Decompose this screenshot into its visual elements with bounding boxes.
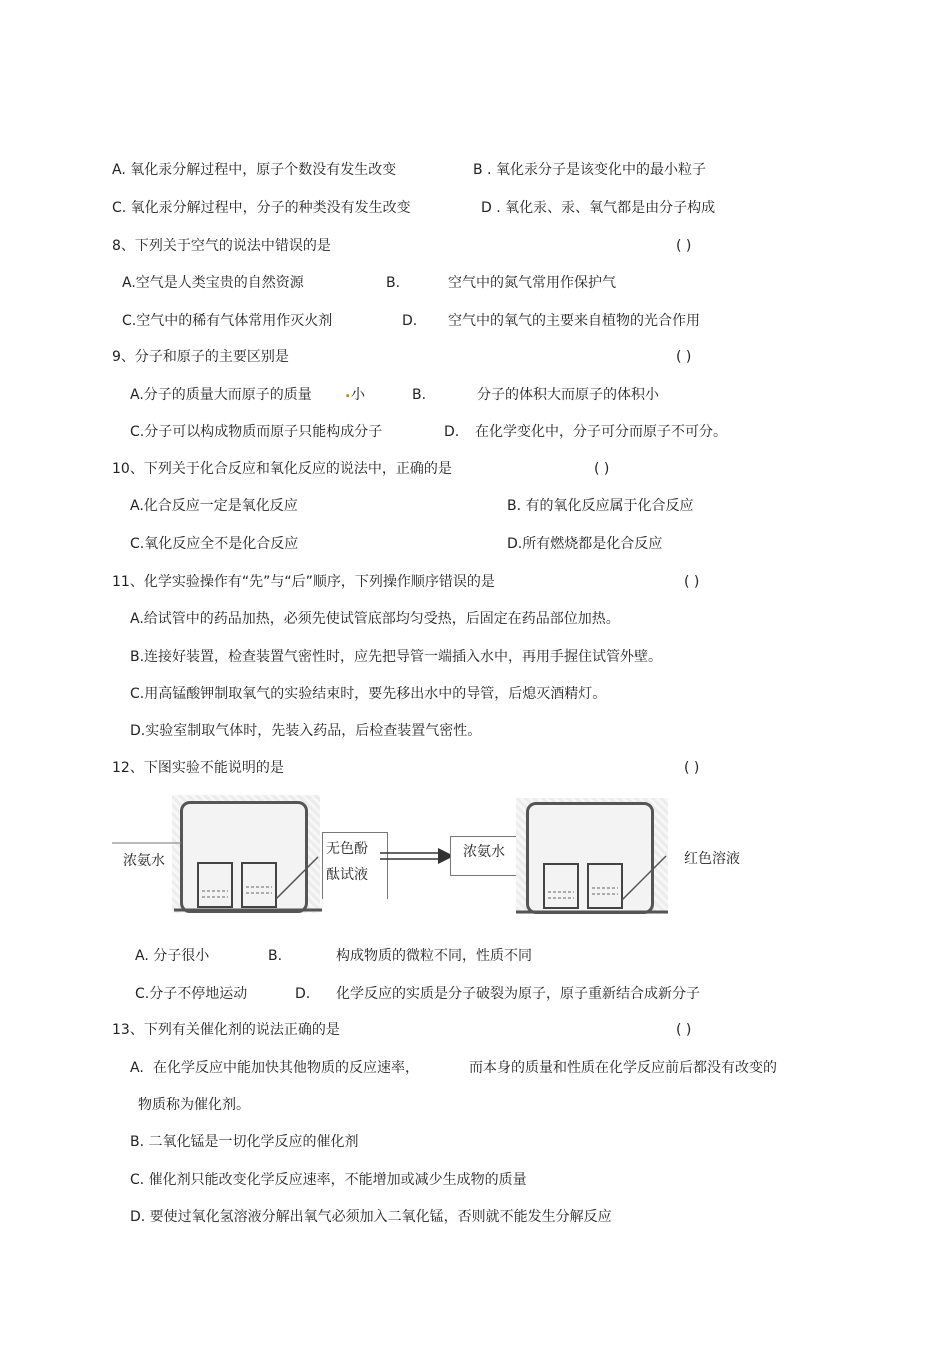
q7-option-c: C. 氧化汞分解过程中，分子的种类没有发生改变 <box>112 200 411 216</box>
q12-option-d-label: D. <box>295 986 311 1002</box>
q13-option-d: D. 要使过氧化氢溶液分解出氧气必须加入二氧化锰，否则就不能发生分解反应 <box>130 1209 612 1225</box>
q9-stem: 9、分子和原子的主要区别是 <box>112 349 289 365</box>
q13-stem: 13、下列有关催化剂的说法正确的是 <box>112 1022 340 1038</box>
q8-option-a: A.空气是人类宝贵的自然资源 <box>122 275 304 291</box>
q10-option-a: A.化合反应一定是氧化反应 <box>130 498 298 514</box>
figure-left-apparatus <box>112 795 322 917</box>
q12-option-a: A. 分子很小 <box>135 948 210 964</box>
q13-option-a-text2: 而本身的质量和性质在化学反应前后都没有改变的 <box>469 1060 777 1076</box>
q7-option-d: D . 氧化汞、汞、氧气都是由分子构成 <box>481 200 716 216</box>
q9-option-a-tail: 小 <box>351 387 365 403</box>
q9-option-d-text: 在化学变化中，分子可分而原子不可分。 <box>475 424 727 440</box>
q11-option-d: D.实验室制取气体时，先装入药品，后检查装置气密性。 <box>130 723 482 739</box>
q11-option-a: A.给试管中的药品加热，必须先使试管底部均匀受热，后固定在药品部位加热。 <box>130 611 620 627</box>
q8-answer-paren: ( ) <box>676 238 692 254</box>
q8-option-b-label: B. <box>386 275 401 291</box>
q13-option-a-label: A. <box>130 1060 144 1076</box>
q10-option-d: D.所有燃烧都是化合反应 <box>507 536 663 552</box>
q13-option-b: B. 二氧化锰是一切化学反应的催化剂 <box>130 1134 359 1150</box>
figure-left-label-ammonia: 浓氨水 <box>123 853 165 869</box>
q9-answer-paren: ( ) <box>676 349 692 365</box>
q11-option-c: C.用高锰酸钾制取氧气的实验结束时，要先移出水中的导管，后熄灭酒精灯。 <box>130 686 607 702</box>
q7-option-a: A. 氧化汞分解过程中，原子个数没有发生改变 <box>112 162 397 178</box>
q9-option-c: C.分子可以构成物质而原子只能构成分子 <box>130 424 383 440</box>
q12-option-c: C.分子不停地运动 <box>135 986 248 1002</box>
q9-option-a: A.分子的质量大而原子的质量 <box>130 387 312 403</box>
q13-option-a-text1: 在化学反应中能加快其他物质的反应速率， <box>153 1060 419 1076</box>
figure-arrow-icon <box>378 846 456 866</box>
q13-answer-paren: ( ) <box>676 1022 692 1038</box>
q9-option-a-dot: . <box>345 385 351 401</box>
q9-option-b-text: 分子的体积大而原子的体积小 <box>477 387 659 403</box>
q12-stem: 12、下图实验不能说明的是 <box>112 760 284 776</box>
q8-option-d-text: 空气中的氧气的主要来自植物的光合作用 <box>448 313 700 329</box>
figure-right-label-red-solution: 红色溶液 <box>684 851 740 867</box>
figure-right-drawing <box>516 798 668 918</box>
figure-mid-label-line1: 无色酚 <box>326 841 368 857</box>
q10-option-b: B. 有的氧化反应属于化合反应 <box>507 498 694 514</box>
q12-option-b-text: 构成物质的微粒不同，性质不同 <box>336 948 532 964</box>
q10-stem: 10、下列关于化合反应和氧化反应的说法中，正确的是 <box>112 461 452 477</box>
q12-option-b-label: B. <box>268 948 283 964</box>
q13-option-a-text3: 物质称为催化剂。 <box>138 1097 250 1113</box>
figure-right-apparatus <box>516 798 668 918</box>
figure-mid-label-line2: 酞试液 <box>326 867 368 883</box>
q8-option-b-text: 空气中的氮气常用作保护气 <box>448 275 616 291</box>
q11-answer-paren: ( ) <box>684 574 700 590</box>
q8-option-d-label: D. <box>402 313 418 329</box>
q10-answer-paren: ( ) <box>594 461 610 477</box>
q10-option-c: C.氧化反应全不是化合反应 <box>130 536 299 552</box>
q8-option-c: C.空气中的稀有气体常用作灭火剂 <box>122 313 333 329</box>
q11-stem: 11、化学实验操作有“先”与“后”顺序，下列操作顺序错误的是 <box>112 574 495 590</box>
q11-option-b: B.连接好装置，检查装置气密性时，应先把导管一端插入水中，再用手握住试管外壁。 <box>130 649 663 665</box>
q9-option-d-label: D. <box>444 424 460 440</box>
q12-option-d-text: 化学反应的实质是分子破裂为原子，原子重新结合成新分子 <box>336 986 700 1002</box>
q12-answer-paren: ( ) <box>684 760 700 776</box>
q9-option-b-label: B. <box>412 387 427 403</box>
figure-right-box-label: 浓氨水 <box>463 844 505 860</box>
q7-option-b: B . 氧化汞分子是该变化中的最小粒子 <box>473 162 706 178</box>
q8-stem: 8、下列关于空气的说法中错误的是 <box>112 238 331 254</box>
q13-option-c: C. 催化剂只能改变化学反应速率，不能增加或减少生成物的质量 <box>130 1172 527 1188</box>
